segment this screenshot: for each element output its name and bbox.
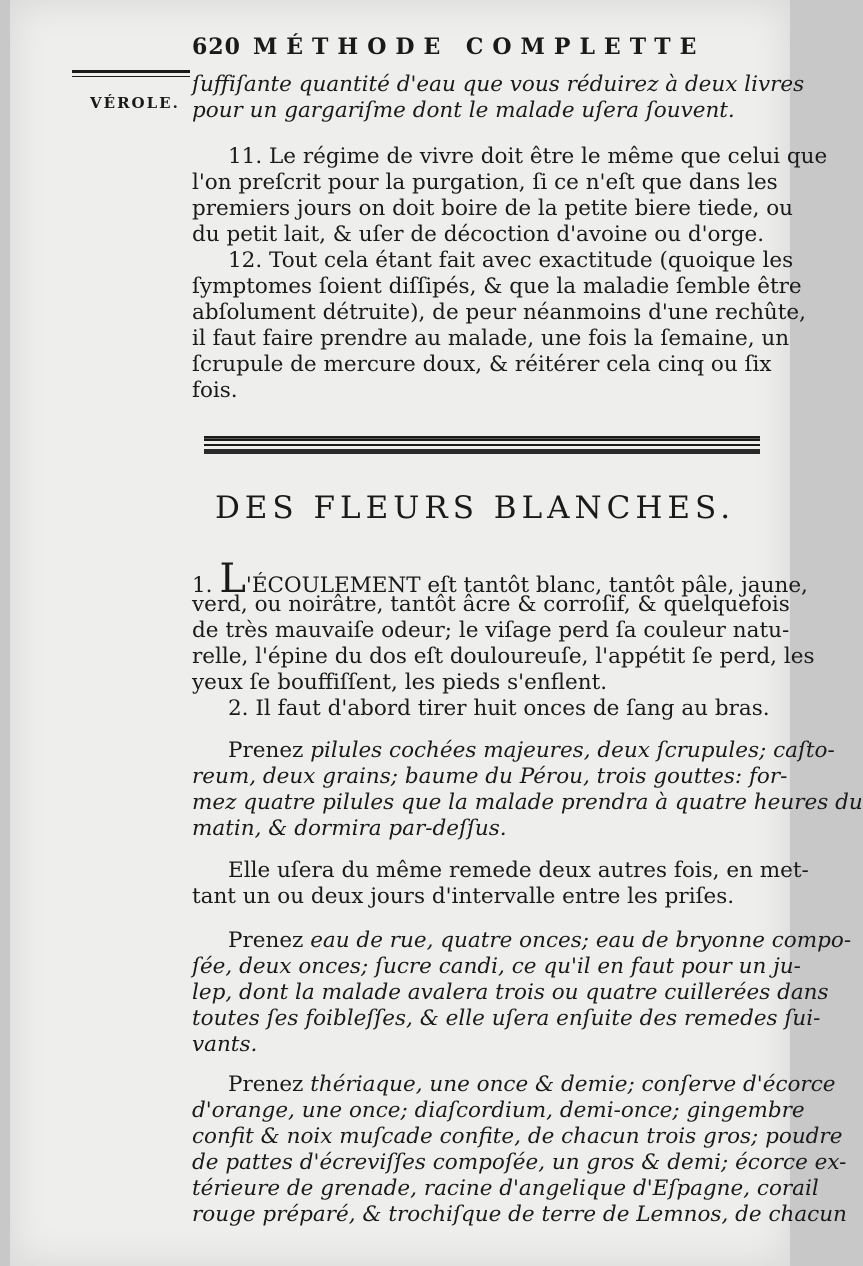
small-caps-word: 'ÉCOULEMENT bbox=[245, 573, 421, 598]
recipe-prefix: Prenez bbox=[228, 928, 311, 953]
drop-cap: L bbox=[219, 556, 246, 602]
text-line: fois. bbox=[192, 378, 238, 403]
text-line: yeux ſe bouffiſſent, les pieds s'enflent. bbox=[192, 670, 608, 695]
section-1 bbox=[192, 556, 815, 696]
paragraph-11 bbox=[192, 144, 828, 248]
recipe-prefix: Prenez bbox=[228, 738, 311, 763]
text-line: ſée, deux onces; ſucre candi, ce qu'il en faut pour un ju- bbox=[192, 954, 801, 979]
section-2 bbox=[192, 696, 770, 722]
recipe-2 bbox=[192, 928, 852, 1058]
text-line: térieure de grenade, racine d'angelique d'Eſpagne, corail bbox=[192, 1176, 819, 1201]
text-line: 12. Tout cela étant fait avec exactitude (quoique les bbox=[228, 248, 794, 273]
page-number: 620 bbox=[192, 34, 241, 60]
text-line: ſymptomes ſoient diſſipés, & que la maladie ſemble être bbox=[192, 274, 802, 299]
recipe-prefix: Prenez bbox=[228, 1072, 311, 1097]
text-line: vants. bbox=[192, 1032, 258, 1057]
text-line: de pattes d'écreviſſes compoſée, un gros & demi; écorce ex- bbox=[192, 1150, 847, 1175]
paragraph-repeat bbox=[192, 858, 809, 910]
text-line: rouge préparé, & trochiſque de terre de Lemnos, de chacun bbox=[192, 1202, 847, 1227]
book-page bbox=[10, 0, 863, 1266]
text-line bbox=[192, 556, 808, 602]
text-line: matin, & dormira par-deſſus. bbox=[192, 816, 507, 841]
text-line bbox=[192, 1072, 836, 1098]
text-line: du petit lait, & uſer de décoction d'avoine ou d'orge. bbox=[192, 222, 765, 247]
first-line-rest: eſt tantôt blanc, tantôt pâle, jaune, bbox=[420, 573, 808, 598]
recipe-text: pilules cochées majeures, deux ſcrupules; caſto- bbox=[310, 738, 835, 763]
text-line: tant un ou deux jours d'intervalle entre les priſes. bbox=[192, 884, 735, 909]
margin-rule-thin bbox=[72, 76, 190, 77]
margin-rule-top bbox=[72, 70, 190, 73]
text-line: lep, dont la malade avalera trois ou quatre cuillerées dans bbox=[192, 980, 829, 1005]
text-line: reum, deux grains; baume du Pérou, trois gouttes: for- bbox=[192, 764, 788, 789]
recipe-3 bbox=[192, 1072, 847, 1228]
text-line: 11. Le régime de vivre doit être le même que celui que bbox=[228, 144, 828, 169]
text-line: il faut faire prendre au malade, une fois la ſemaine, un bbox=[192, 326, 790, 351]
text-line: mez quatre pilules que la malade prendra à quatre heures du bbox=[192, 790, 863, 815]
recipe-text: eau de rue, quatre onces; eau de bryonne compo- bbox=[310, 928, 852, 953]
ornamental-rule bbox=[204, 436, 760, 456]
item-number: 1. bbox=[192, 573, 213, 598]
text-line: de très mauvaiſe odeur; le viſage perd ſa couleur natu- bbox=[192, 618, 790, 643]
recipe-1 bbox=[192, 738, 863, 842]
section-heading: DES FLEURS BLANCHES. bbox=[214, 490, 736, 526]
text-line: confit & noix muſcade confite, de chacun trois gros; poudre bbox=[192, 1124, 843, 1149]
text-line: d'orange, une once; diaſcordium, demi-once; gingembre bbox=[192, 1098, 805, 1123]
margin-note: VÉROLE. bbox=[90, 94, 180, 112]
text-line: relle, l'épine du dos eſt douloureuſe, l'appétit ſe perd, les bbox=[192, 644, 815, 669]
text-line: Elle uſera du même remede deux autres fois, en met- bbox=[228, 858, 809, 883]
text-line: verd, ou noirâtre, tantôt âcre & corroſif, & quelquefois bbox=[192, 592, 790, 617]
recipe-text: thériaque, une once & demie; conſerve d'écorce bbox=[310, 1072, 836, 1097]
text-line bbox=[192, 928, 852, 954]
running-title: MÉTHODE COMPLETTE bbox=[252, 34, 706, 60]
text-line bbox=[192, 738, 835, 764]
text-line: l'on preſcrit pour la purgation, ſi ce n'eſt que dans les bbox=[192, 170, 778, 195]
continuation-text bbox=[192, 72, 805, 124]
text-line: 2. Il faut d'abord tirer huit onces de ſang au bras. bbox=[228, 696, 770, 721]
text-line: pour un gargariſme dont le malade uſera ſouvent. bbox=[192, 98, 735, 123]
text-line: premiers jours on doit boire de la petite biere tiede, ou bbox=[192, 196, 794, 221]
text-line: ſcrupule de mercure doux, & réitérer cela cinq ou ſix bbox=[192, 352, 772, 377]
running-head bbox=[192, 34, 772, 60]
text-line: abſolument détruite), de peur néanmoins d'une rechûte, bbox=[192, 300, 806, 325]
text-line: ſuffiſante quantité d'eau que vous réduirez à deux livres bbox=[192, 72, 805, 97]
paragraph-12 bbox=[192, 248, 806, 404]
text-line: toutes ſes foibleſſes, & elle uſera enſuite des remedes ſui- bbox=[192, 1006, 821, 1031]
